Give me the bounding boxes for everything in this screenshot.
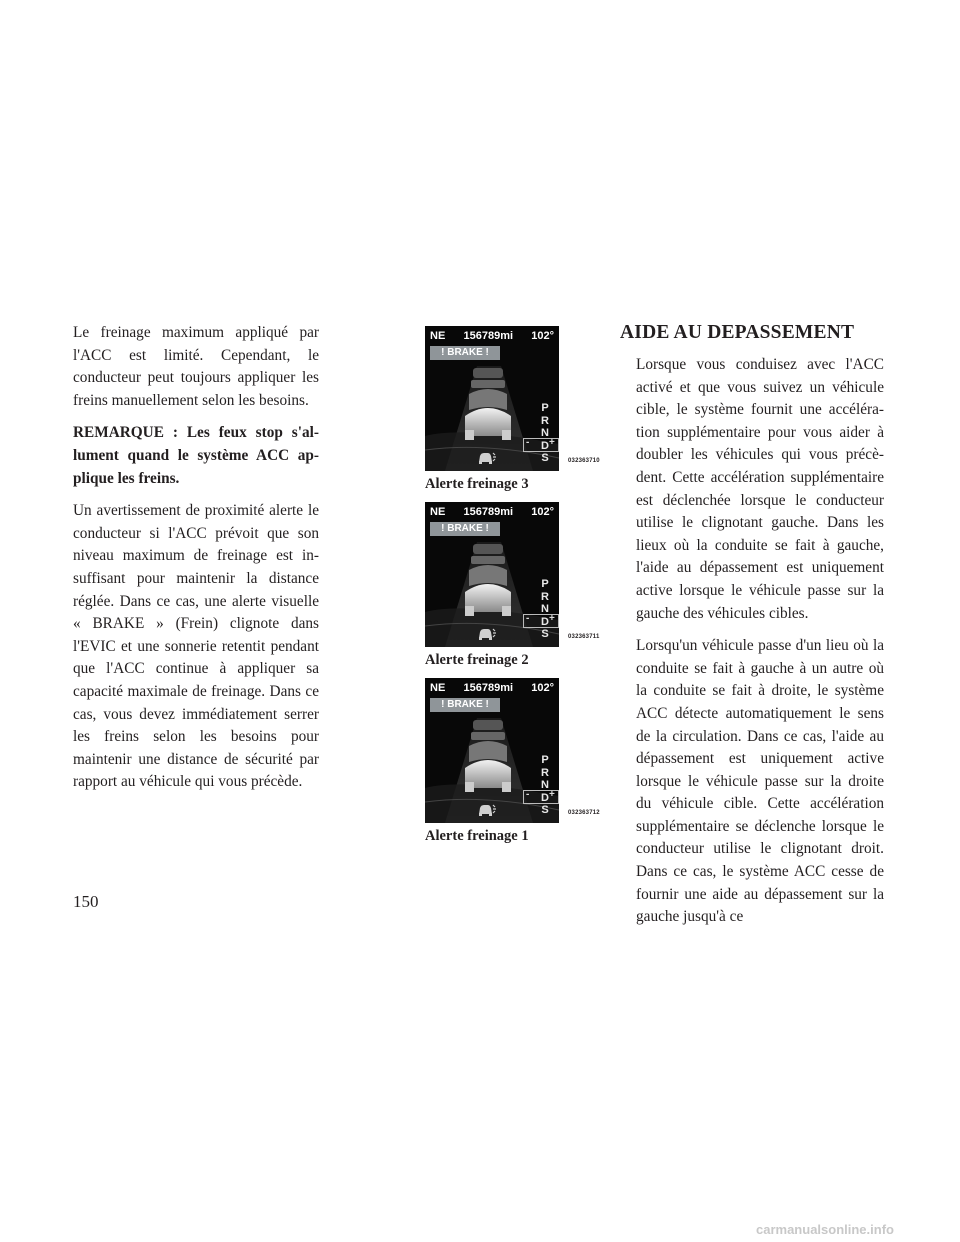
brake-warning-label: ! BRAKE !: [430, 346, 500, 360]
odometer-reading: 156789mi: [463, 506, 514, 518]
brake-warning-label: ! BRAKE !: [430, 698, 500, 712]
watermark: carmanualsonline.info: [756, 1222, 894, 1237]
compass-heading: NE: [430, 682, 446, 694]
acc-vehicle-icon: [477, 449, 497, 465]
acc-vehicle-icon: [477, 625, 497, 641]
gear-plus-label: +: [549, 789, 555, 800]
note-brake-lights: REMARQUE : Les feux stop s'allument quand le système ACC applique les freins.: [73, 424, 319, 487]
right-column-text: [636, 354, 884, 939]
evic-top-bar: [430, 506, 554, 519]
paragraph-proximity-warning: Un avertissement de proximité alerte le conducteur si l'ACC prévoit que son niveau maximum de freinage est insuffisant pour maintenir la distance réglée. Dans ce cas, une alerte visuelle « BRAKE » (Frein) clignote dans l'EVIC et une sonnerie retentit pendant que l'ACC continue à appliquer sa capacité maximale de freinage. Dans ce cas, vous devez immédiatement serrer les freins selon les besoins pour maintenir une distance de sécurité par rapport au véhicule qui vous précède.: [73, 502, 319, 791]
evic-top-bar: [430, 330, 554, 343]
brake-alert-figure: [425, 326, 600, 492]
odometer-reading: 156789mi: [463, 682, 514, 694]
gear-letter: S: [541, 804, 549, 816]
page-number: 150: [73, 892, 99, 911]
gear-letter: D: [541, 791, 549, 804]
acc-vehicle-icon: [477, 801, 497, 817]
brake-alert-figure: [425, 678, 600, 844]
paragraph-max-braking: Le freinage maximum appliqué par l'ACC est limité. Cependant, le conducteur peut toujours appliquer les freins manuellement selon les besoins.: [73, 324, 319, 409]
section-title: AIDE AU DEPASSEMENT: [620, 322, 855, 343]
outside-temperature: 102°: [531, 506, 554, 518]
gear-letter: R: [541, 766, 549, 779]
figure-caption: Alerte freinage 2: [425, 652, 529, 668]
gear-letter: D: [541, 615, 549, 628]
evic-display: [425, 502, 559, 647]
gear-letter: P: [541, 754, 549, 766]
gear-plus-label: +: [549, 437, 555, 448]
figure-caption: Alerte freinage 1: [425, 828, 529, 844]
gear-letter: N: [541, 779, 549, 791]
gear-letter: P: [541, 578, 549, 590]
gear-minus-label: -: [526, 613, 530, 624]
gear-indicator: [535, 402, 555, 465]
evic-display: [425, 678, 559, 823]
gear-letter: S: [541, 452, 549, 464]
figure-caption: Alerte freinage 3: [425, 476, 529, 492]
paragraph-overtake-assist: Lorsque vous conduisez avec l'ACC activé et que vous suivez un véhicule cible, le système fournit une accélération supplémentaire pour vous aider à doubler les véhicules qui vous précèdent. Cette accélération supplémentaire est déclenchée lorsque le conducteur utilise le clignotant gauche. Dans les lieux où la conduite se fait à gauche, l'aide au dépassement est uniquement active lorsque le véhicule passe sur la gauche des véhicules cibles.: [636, 356, 884, 622]
gear-letter: D: [541, 439, 549, 452]
gear-letter: N: [541, 603, 549, 615]
figure-code: 032363710: [568, 458, 600, 464]
gear-letter: P: [541, 402, 549, 414]
gear-plus-label: +: [549, 613, 555, 624]
gear-minus-label: -: [526, 437, 530, 448]
gear-letter: S: [541, 628, 549, 640]
outside-temperature: 102°: [531, 330, 554, 342]
left-column-text: [73, 322, 319, 804]
figure-code: 032363711: [568, 634, 600, 640]
gear-letter: R: [541, 414, 549, 427]
gear-indicator: [535, 754, 555, 817]
compass-heading: NE: [430, 330, 446, 342]
evic-top-bar: [430, 682, 554, 695]
gear-indicator: [535, 578, 555, 641]
gear-letter: R: [541, 590, 549, 603]
figure-code: 032363712: [568, 810, 600, 816]
outside-temperature: 102°: [531, 682, 554, 694]
gear-minus-label: -: [526, 789, 530, 800]
paragraph-traffic-direction: Lorsqu'un véhicule passe d'un lieu où la conduite se fait à gauche à un autre où la conduite se fait à droite, le système ACC détecte automatiquement le sens de la circulation. Dans ce cas, l'aide au dépassement est uniquement active lorsque le véhicule passe sur la droite du véhicule cible. Cette accélération supplémentaire se déclenche lorsque le conducteur utilise le clignotant droit. Dans ce cas, le système ACC cesse de fournir une aide au dépassement sur la gauche jusqu'à ce: [636, 637, 884, 926]
gear-letter: N: [541, 427, 549, 439]
brake-alert-figure: [425, 502, 600, 668]
evic-display: [425, 326, 559, 471]
odometer-reading: 156789mi: [463, 330, 514, 342]
brake-warning-label: ! BRAKE !: [430, 522, 500, 536]
compass-heading: NE: [430, 506, 446, 518]
